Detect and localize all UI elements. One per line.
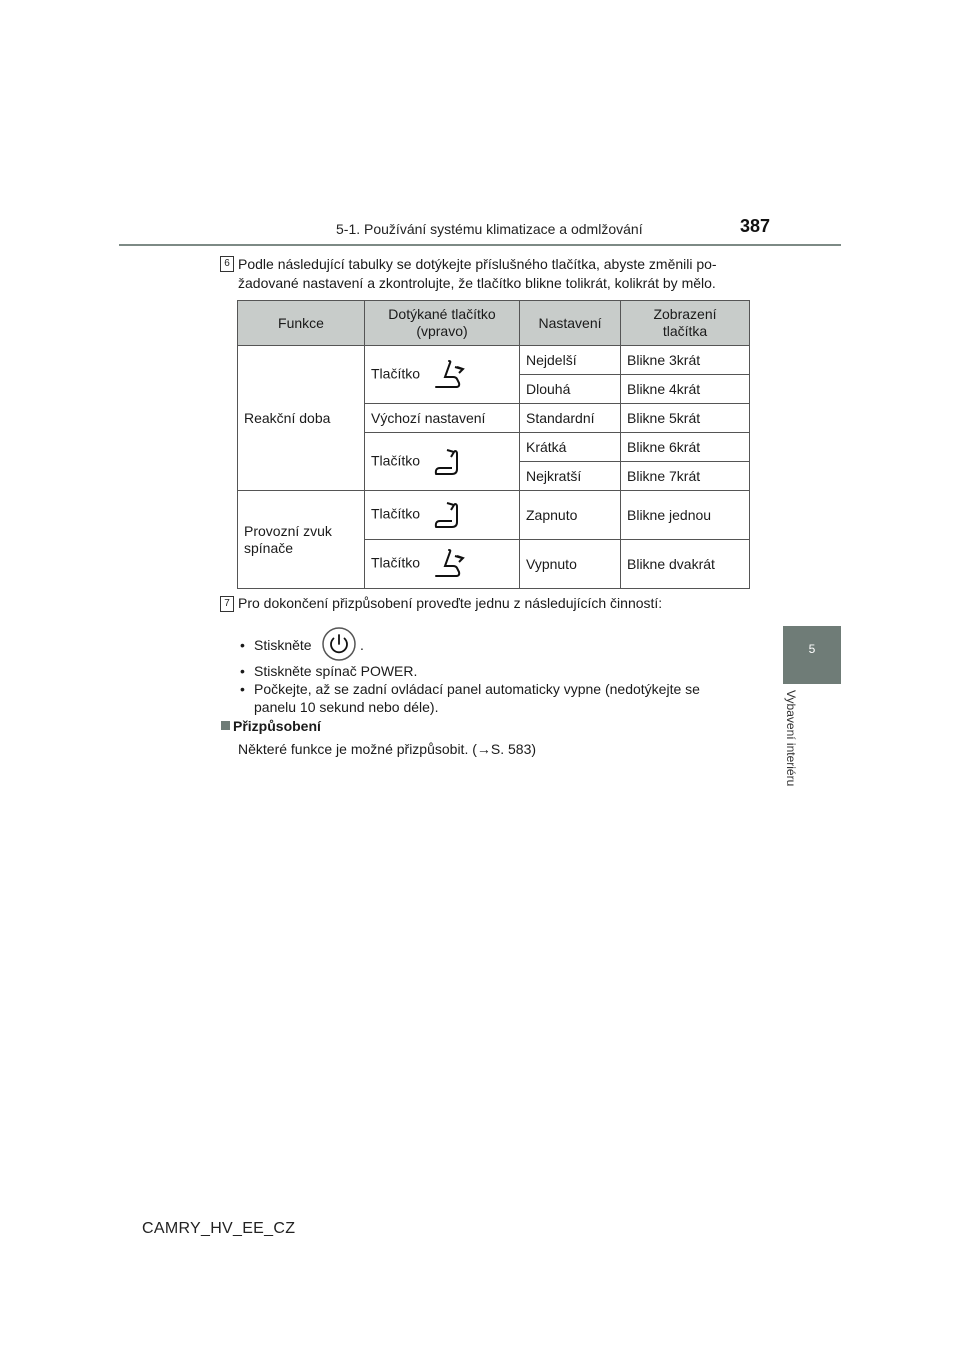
display-cell: Blikne jednou bbox=[621, 491, 750, 540]
bullet-3-text-line1: Počkejte, až se zadní ovládací panel automaticky vypne (nedotýkejte se bbox=[254, 681, 700, 697]
header-button-line2: (vpravo) bbox=[416, 323, 468, 339]
bullet-1-symbol: • bbox=[240, 637, 245, 653]
header-setting: Nastavení bbox=[520, 301, 621, 346]
step-number-7: 7 bbox=[220, 596, 234, 612]
switch-sound-line2: spínače bbox=[244, 539, 294, 556]
setting-cell: Krátká bbox=[520, 433, 621, 462]
power-button-icon bbox=[321, 626, 357, 662]
header-divider bbox=[119, 244, 841, 246]
table-header-row bbox=[238, 301, 750, 346]
chapter-title-vertical bbox=[782, 690, 800, 820]
section-marker-square bbox=[221, 721, 230, 730]
seat-recline-back-icon bbox=[430, 360, 470, 390]
step6-text bbox=[238, 255, 717, 293]
bullet-2-text: Stiskněte spínač POWER. bbox=[254, 663, 418, 679]
seat-recline-forward-icon bbox=[430, 447, 470, 477]
step7-intro: Pro dokončení přizpůsobení proveďte jednu z následujících činností: bbox=[238, 595, 663, 611]
step-number-6: 6 bbox=[220, 256, 234, 272]
display-cell: Blikne 7krát bbox=[621, 462, 750, 491]
section-title: 5-1. Používání systému klimatizace a odmlžování bbox=[336, 221, 643, 237]
page-number: 387 bbox=[740, 216, 771, 236]
bullet-1-text-before: Stiskněte bbox=[254, 637, 312, 653]
bullet-3-text bbox=[254, 680, 700, 716]
customization-heading: Přizpůsobení bbox=[233, 718, 321, 734]
button-cell bbox=[365, 433, 520, 491]
table-row bbox=[238, 346, 750, 375]
button-label: Tlačítko bbox=[371, 505, 421, 522]
button-cell bbox=[365, 346, 520, 404]
seat-recline-back-icon bbox=[430, 549, 470, 579]
display-cell: Blikne 4krát bbox=[621, 375, 750, 404]
customization-text: Některé funkce je možné přizpůsobit. (→S. 583) bbox=[238, 741, 537, 757]
setting-cell: Nejkratší bbox=[520, 462, 621, 491]
step6-text-line2: žadované nastavení a zkontrolujte, že tlačítko blikne tolikrát, kolikrát by mělo. bbox=[238, 275, 716, 291]
switch-sound-line1: Provozní zvuk bbox=[244, 522, 332, 539]
seat-recline-forward-icon bbox=[430, 500, 470, 530]
setting-cell: Nejdelší bbox=[520, 346, 621, 375]
header-display bbox=[621, 301, 750, 346]
bullet-2-symbol: • bbox=[240, 663, 245, 679]
display-cell: Blikne 6krát bbox=[621, 433, 750, 462]
button-label: Tlačítko bbox=[371, 452, 421, 469]
setting-cell: Standardní bbox=[520, 404, 621, 433]
header-button-line1: Dotýkané tlačítko bbox=[388, 306, 496, 322]
header-display-line2: tlačítka bbox=[662, 323, 708, 339]
chapter-number: 5 bbox=[808, 642, 816, 656]
chapter-title: Vybavení interiéru bbox=[784, 690, 798, 787]
default-setting-cell: Výchozí nastavení bbox=[365, 404, 520, 433]
header-function: Funkce bbox=[238, 301, 365, 346]
table-row bbox=[238, 491, 750, 540]
display-cell: Blikne 3krát bbox=[621, 346, 750, 375]
bullet-1-text-after: . bbox=[360, 637, 364, 653]
display-cell: Blikne dvakrát bbox=[621, 540, 750, 589]
button-cell bbox=[365, 491, 520, 540]
bullet-3-text-line2: panelu 10 sekund nebo déle). bbox=[254, 699, 439, 715]
button-cell bbox=[365, 540, 520, 589]
setting-cell: Zapnuto bbox=[520, 491, 621, 540]
header-button bbox=[365, 301, 520, 346]
setting-cell: Vypnuto bbox=[520, 540, 621, 589]
reaction-time-cell: Reakční doba bbox=[238, 346, 365, 491]
button-label: Tlačítko bbox=[371, 554, 421, 571]
bullet-3-symbol: • bbox=[240, 681, 245, 697]
settings-table bbox=[237, 300, 750, 589]
display-cell: Blikne 5krát bbox=[621, 404, 750, 433]
step6-text-line1: Podle následující tabulky se dotýkejte příslušného tlačítka, abyste změnili po- bbox=[238, 256, 717, 272]
header-display-line1: Zobrazení bbox=[653, 306, 717, 322]
switch-sound-cell bbox=[238, 491, 365, 589]
footer-model-code: CAMRY_HV_EE_CZ bbox=[142, 1220, 296, 1237]
button-label: Tlačítko bbox=[371, 365, 421, 382]
setting-cell: Dlouhá bbox=[520, 375, 621, 404]
chapter-tab bbox=[783, 626, 841, 684]
